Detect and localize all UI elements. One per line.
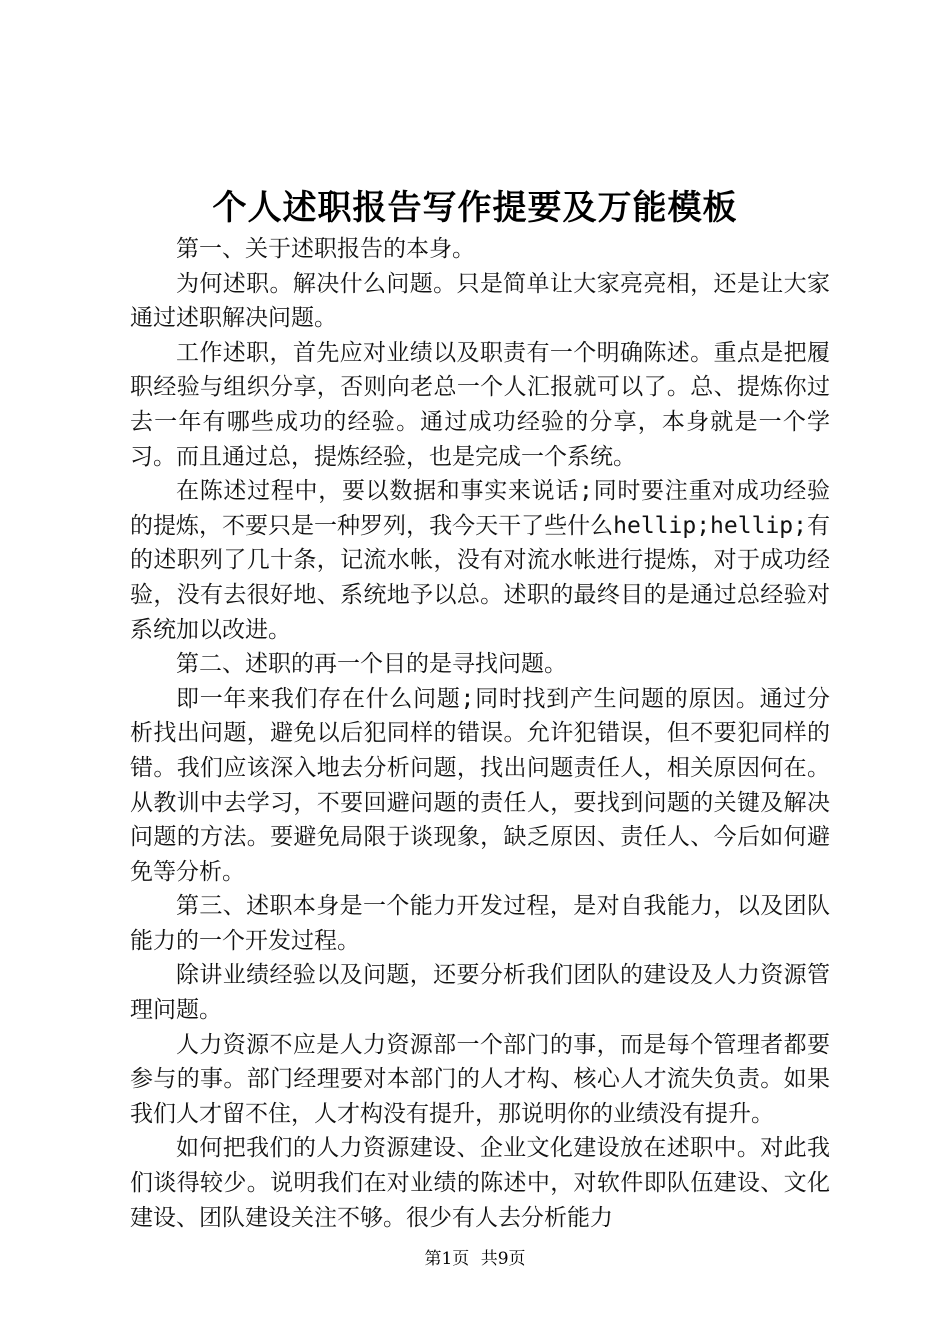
page-total: 共9页 xyxy=(480,1249,526,1269)
page-number: 第1页 xyxy=(424,1249,470,1269)
paragraph: 在陈述过程中，要以数据和事实来说话;同时要注重对成功经验的提炼，不要只是一种罗列，我今天干了些什么hellip;hellip;有的述职列了几十条，记流水帐，没有对流水帐进行提炼，对于成功经验，没有去很好地、系统地予以总。述职的最终目的是通过总经验对系统加以改进。 xyxy=(130,478,830,643)
paragraph: 工作述职，首先应对业绩以及职责有一个明确陈述。重点是把履职经验与组织分享，否则向老总一个人汇报就可以了。总、提炼你过去一年有哪些成功的经验。通过成功经验的分享，本身就是一个学习。而且通过总，提炼经验，也是完成一个系统。 xyxy=(130,339,830,470)
document-body xyxy=(130,232,830,1235)
paragraph: 除讲业绩经验以及问题，还要分析我们团队的建设及人力资源管理问题。 xyxy=(130,962,830,1024)
document-title: 个人述职报告写作提要及万能模板 xyxy=(212,188,738,228)
page-footer xyxy=(0,1244,950,1269)
paragraph: 第三、述职本身是一个能力开发过程，是对自我能力，以及团队能力的一个开发过程。 xyxy=(130,893,830,954)
paragraph: 即一年来我们存在什么问题;同时找到产生问题的原因。通过分析找出问题，避免以后犯同样的错误。允许犯错误，但不要犯同样的错。我们应该深入地去分析问题，找出问题责任人，相关原因何在。从教训中去学习，不要回避问题的责任人，要找到问题的关键及解决问题的方法。要避免局限于谈现象，缺乏原因、责任人、今后如何避免等分析。 xyxy=(130,685,830,885)
paragraph: 为何述职。解决什么问题。只是简单让大家亮亮相，还是让大家通过述职解决问题。 xyxy=(130,270,830,332)
paragraph: 第二、述职的再一个目的是寻找问题。 xyxy=(176,651,567,678)
paragraph: 人力资源不应是人力资源部一个部门的事，而是每个管理者都要参与的事。部门经理要对本部门的人才构、核心人才流失负责。如果我们人才留不住，人才构没有提升，那说明你的业绩没有提升。 xyxy=(130,1031,830,1127)
paragraph: 如何把我们的人力资源建设、企业文化建设放在述职中。对此我们谈得较少。说明我们在对业绩的陈述中，对软件即队伍建设、文化建设、团队建设关注不够。很少有人去分析能力 xyxy=(130,1135,830,1231)
paragraph: 第一、关于述职报告的本身。 xyxy=(176,236,475,262)
